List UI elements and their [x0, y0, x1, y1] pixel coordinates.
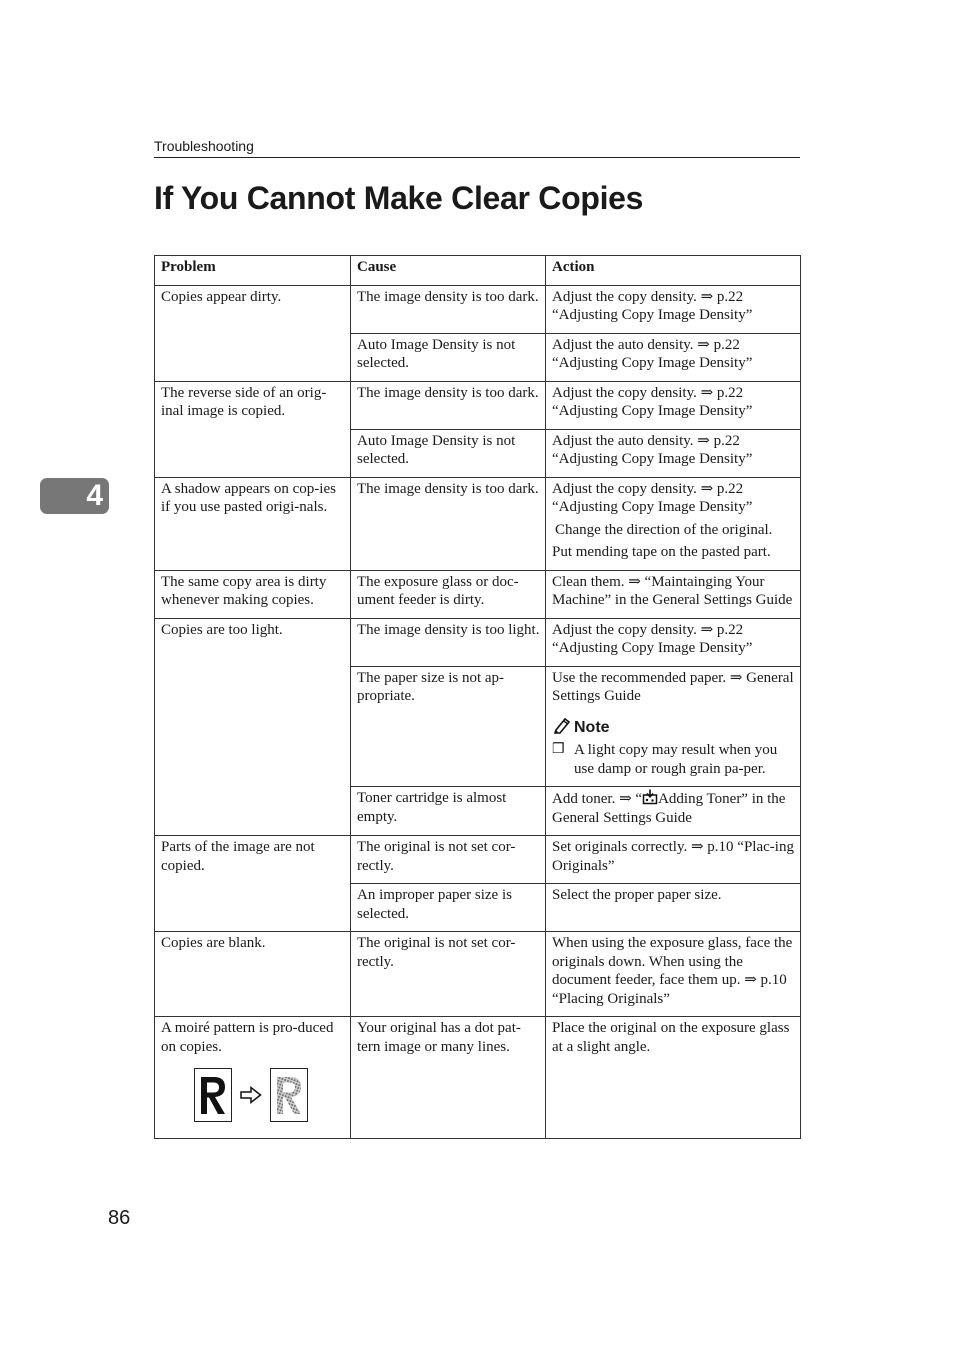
note-label: Note	[574, 718, 610, 736]
action-cell	[546, 666, 801, 787]
cause-cell: Auto Image Density is not selected.	[351, 333, 546, 381]
header-cause: Cause	[351, 256, 546, 286]
table-row	[155, 570, 801, 618]
action-text-prefix: Add toner. ⇒ “	[552, 791, 643, 807]
cause-cell: The exposure glass or doc-ument feeder is dirty.	[351, 570, 546, 618]
chapter-tab: 4	[40, 478, 109, 514]
problem-cell: Copies appear dirty.	[155, 285, 351, 381]
action-cell	[546, 570, 801, 618]
cause-cell: The image density is too dark.	[351, 285, 546, 333]
action-cell	[546, 836, 801, 884]
cause-cell: The paper size is not ap-propriate.	[351, 666, 546, 787]
header-action: Action	[546, 256, 801, 286]
action-cell	[546, 932, 801, 1017]
table-row	[155, 285, 801, 333]
action-text: Adjust the copy density. ⇒ p.22 “Adjusting Copy Image Density”	[552, 288, 753, 323]
action-cell	[546, 884, 801, 932]
letter-r-solid-icon	[194, 1068, 232, 1122]
action-cell	[546, 381, 801, 429]
problem-cell: The reverse side of an orig-inal image is copied.	[155, 381, 351, 477]
troubleshooting-table	[154, 255, 801, 1139]
action-text: Place the original on the exposure glass at a slight angle.	[552, 1020, 790, 1055]
action-text: Put mending tape on the pasted part.	[552, 544, 771, 560]
checkbox-icon: ❒	[552, 742, 565, 757]
cause-cell: The image density is too light.	[351, 618, 546, 666]
moire-figure	[194, 1068, 345, 1122]
action-text: Adjust the auto density. ⇒ p.22 “Adjusting Copy Image Density”	[552, 336, 753, 371]
action-text: When using the exposure glass, face the originals down. When using the document feeder, face them up. ⇒ p.10 “Placing Originals”	[552, 935, 793, 1007]
action-cell	[546, 429, 801, 477]
action-text: Change the direction of the original.	[555, 521, 773, 538]
action-cell	[546, 477, 801, 570]
action-text-suffix: Adding Toner” in the General Settings Guide	[552, 791, 786, 826]
problem-cell: Copies are too light.	[155, 618, 351, 836]
cause-cell: Toner cartridge is almost empty.	[351, 787, 546, 836]
cause-cell: The original is not set cor-rectly.	[351, 932, 546, 1017]
cause-cell: Your original has a dot pat-tern image or many lines.	[351, 1017, 546, 1139]
action-text: Select the proper paper size.	[552, 887, 722, 903]
letter-r-moire-icon	[270, 1068, 308, 1122]
header-problem: Problem	[155, 256, 351, 286]
table-header-row	[155, 256, 801, 286]
table-row	[155, 381, 801, 429]
action-text: Adjust the copy density. ⇒ p.22 “Adjusting Copy Image Density”	[552, 621, 753, 656]
action-cell	[546, 618, 801, 666]
action-text: Clean them. ⇒ “Maintainging Your Machine” in the General Settings Guide	[552, 573, 793, 608]
note-heading	[552, 717, 795, 740]
table-row	[155, 836, 801, 884]
action-text: Adjust the copy density. ⇒ p.22 “Adjusting Copy Image Density”	[552, 480, 753, 515]
cause-cell: The image density is too dark.	[351, 381, 546, 429]
table-row	[155, 932, 801, 1017]
problem-cell: Copies are blank.	[155, 932, 351, 1017]
note-item	[552, 741, 795, 778]
problem-text: A moiré pattern is pro-duced on copies.	[161, 1020, 334, 1055]
table-row	[155, 618, 801, 666]
action-text: Adjust the copy density. ⇒ p.22 “Adjusting Copy Image Density”	[552, 384, 753, 419]
problem-cell	[155, 1017, 351, 1139]
arrow-right-outline-icon	[240, 1086, 262, 1104]
toner-icon	[642, 791, 658, 807]
action-text: Adjust the auto density. ⇒ p.22 “Adjusting Copy Image Density”	[552, 432, 753, 467]
table-row	[155, 1017, 801, 1139]
problem-cell: The same copy area is dirty whenever making copies.	[155, 570, 351, 618]
problem-cell: A shadow appears on cop-ies if you use pasted origi-nals.	[155, 477, 351, 570]
table-row	[155, 477, 801, 570]
problem-cell: Parts of the image are not copied.	[155, 836, 351, 932]
action-cell	[546, 1017, 801, 1139]
running-head: Troubleshooting	[154, 138, 800, 158]
page-title: If You Cannot Make Clear Copies	[154, 180, 644, 216]
action-text: Set originals correctly. ⇒ p.10 “Plac-ing Originals”	[552, 839, 794, 874]
action-text: Use the recommended paper. ⇒ General Settings Guide	[552, 669, 794, 704]
pencil-icon	[552, 717, 574, 740]
action-cell	[546, 285, 801, 333]
page-number: 86	[108, 1207, 131, 1229]
cause-cell: The original is not set cor-rectly.	[351, 836, 546, 884]
cause-cell: The image density is too dark.	[351, 477, 546, 570]
action-cell	[546, 333, 801, 381]
cause-cell: An improper paper size is selected.	[351, 884, 546, 932]
note-text: A light copy may result when you use damp or rough grain pa-per.	[574, 742, 778, 777]
action-cell	[546, 787, 801, 836]
cause-cell: Auto Image Density is not selected.	[351, 429, 546, 477]
